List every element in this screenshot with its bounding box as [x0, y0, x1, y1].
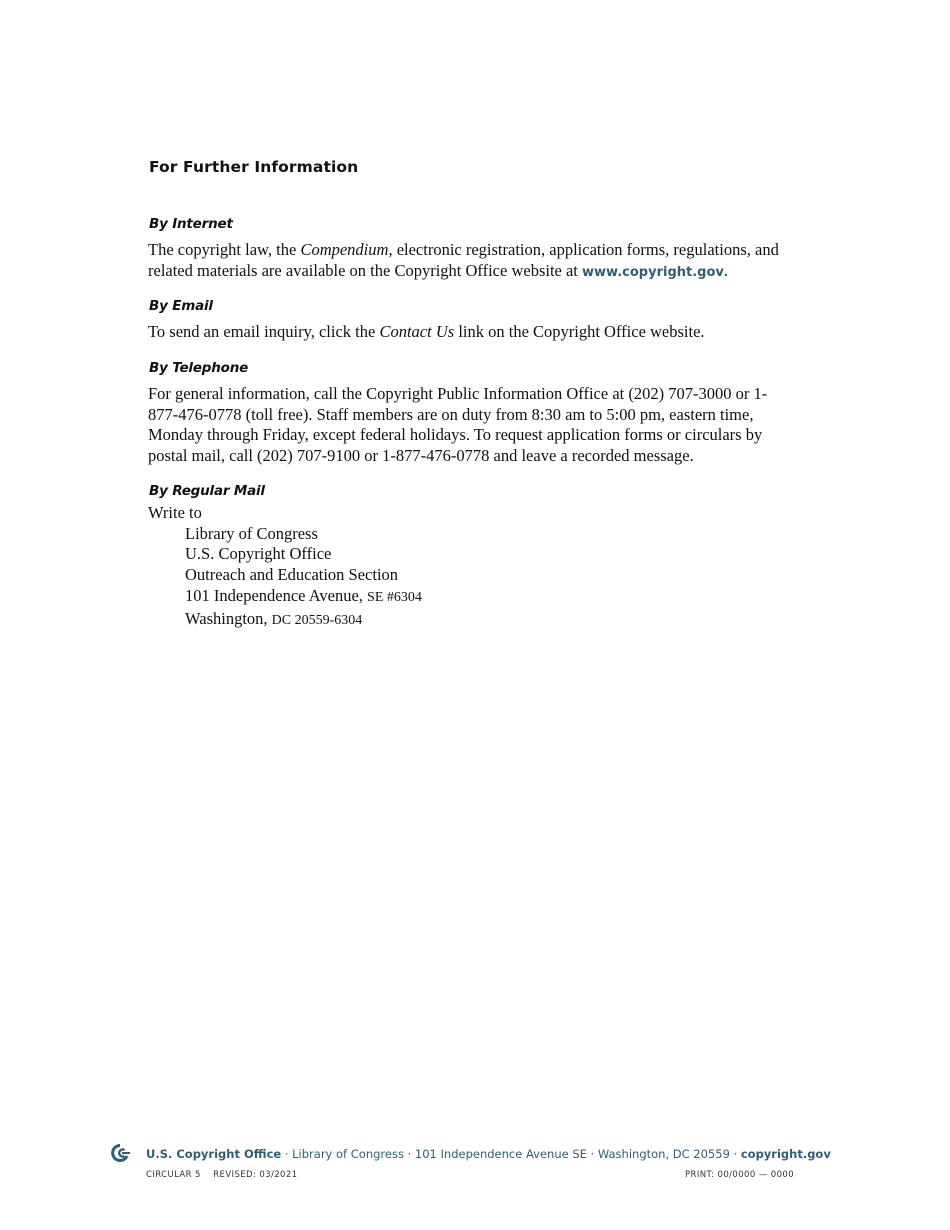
section-by-internet [148, 216, 788, 283]
section-heading: By Telephone [149, 360, 249, 376]
circular-revision-label: CIRCULAR 5 REVISED: 03/2021 [146, 1170, 298, 1180]
copyright-website-link[interactable]: www.copyright.gov [582, 264, 724, 280]
section-heading: By Regular Mail [149, 483, 265, 499]
section-by-telephone [148, 360, 773, 467]
page-title: For Further Information [149, 158, 359, 176]
section-heading: By Internet [149, 216, 233, 232]
section-body: The copyright law, the Compendium, electronic registration, application forms, regulations, and related materials are available on the Copyright Office website at www.copyright.gov. [148, 240, 779, 280]
section-heading: By Email [149, 298, 213, 314]
copyright-office-logo-icon [110, 1144, 132, 1162]
section-by-regular-mail [148, 483, 788, 631]
address-line: U.S. Copyright Office [185, 544, 332, 564]
address-line: Outreach and Education Section [185, 565, 399, 585]
address-line: Library of Congress [185, 523, 318, 543]
mailing-address [185, 524, 788, 632]
footer-office-name: U.S. Copyright Office [146, 1147, 282, 1161]
footer-address-line: U.S. Copyright Office · Library of Congress · 101 Independence Avenue SE · Washington, DC 20559 · copyright.gov [146, 1147, 831, 1161]
print-date-label: PRINT: 00/0000 — 0000 [685, 1170, 794, 1180]
address-street: 101 Independence Avenue, SE #6304 [185, 585, 422, 605]
section-by-email [148, 298, 788, 343]
write-to-label: Write to [148, 503, 202, 522]
footer-site-link[interactable]: copyright.gov [740, 1147, 831, 1161]
contact-us-text: Contact Us [379, 322, 455, 341]
section-body: For general information, call the Copyright Public Information Office at (202) 707-3000 or 1-877-476-0778 (toll free). Staff members are on duty from 8:30 am to 5:00 pm, eastern time, Monday through Friday, except federal holidays. To request application forms or circulars by postal mail, call (202) 707-9100 or 1-877-476-0778 and leave a recorded message. [148, 384, 768, 466]
section-body: To send an email inquiry, click the Contact Us link on the Copyright Office website. [148, 322, 705, 341]
compendium-title: Compendium [300, 240, 389, 259]
address-city: Washington, DC 20559-6304 [185, 608, 363, 628]
